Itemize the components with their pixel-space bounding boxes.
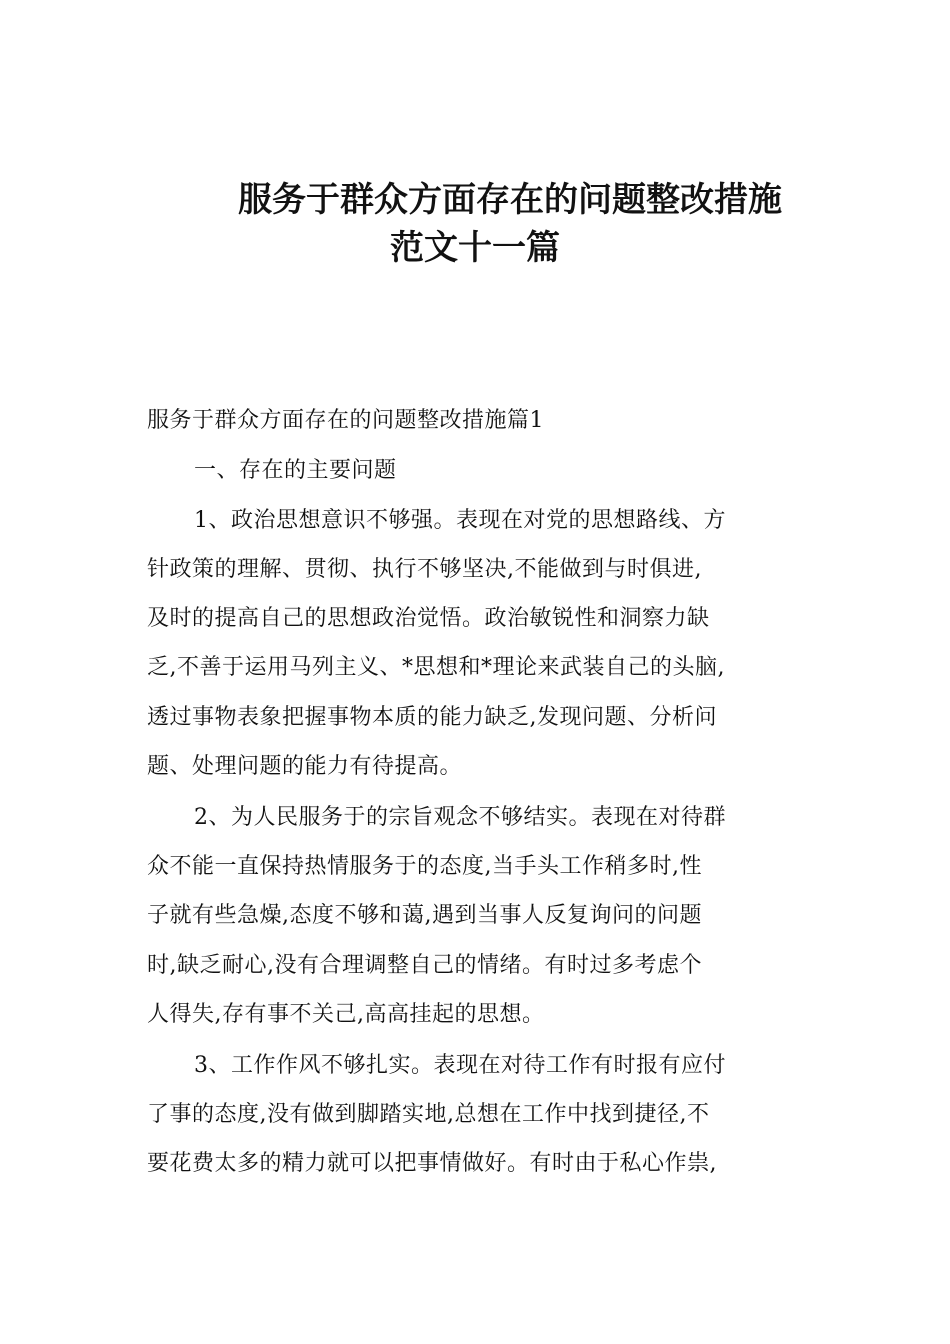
- paragraph-line: 乏,不善于运用马列主义、*思想和*理论来武装自己的头脑,: [147, 655, 725, 680]
- paragraph-line: 及时的提高自己的思想政治觉悟。政治敏锐性和洞察力缺: [147, 606, 710, 631]
- paragraph-line: 3、工作作风不够扎实。表现在对待工作有时报有应付: [194, 1053, 726, 1078]
- paragraph-line: 要花费太多的精力就可以把事情做好。有时由于私心作祟,: [147, 1151, 717, 1176]
- paragraph-line: 众不能一直保持热情服务于的态度,当手头工作稍多时,性: [147, 854, 702, 879]
- paragraph-line: 透过事物表象把握事物本质的能力缺乏,发现问题、分析问: [147, 705, 717, 730]
- section-heading: 服务于群众方面存在的问题整改措施篇1: [147, 408, 544, 433]
- document-title-line-1: 服务于群众方面存在的问题整改措施: [238, 180, 782, 220]
- paragraph-line: 人得失,存有事不关己,高高挂起的思想。: [147, 1002, 545, 1027]
- paragraph-line: 针政策的理解、贯彻、执行不够坚决,不能做到与时俱进,: [147, 557, 702, 582]
- paragraph-line: 了事的态度,没有做到脚踏实地,总想在工作中找到捷径,不: [147, 1102, 710, 1127]
- paragraph-line: 题、处理问题的能力有待提高。: [147, 754, 463, 779]
- paragraph-line: 1、政治思想意识不够强。表现在对党的思想路线、方: [194, 508, 726, 533]
- paragraph-line: 时,缺乏耐心,没有合理调整自己的情绪。有时过多考虑个: [147, 953, 702, 978]
- paragraph-line: 2、为人民服务于的宗旨观念不够结实。表现在对待群: [194, 805, 726, 830]
- paragraph-line: 子就有些急燥,态度不够和蔼,遇到当事人反复询问的问题: [147, 903, 702, 928]
- subheading: 一、存在的主要问题: [194, 458, 397, 483]
- document-title-line-2: 范文十一篇: [390, 228, 560, 268]
